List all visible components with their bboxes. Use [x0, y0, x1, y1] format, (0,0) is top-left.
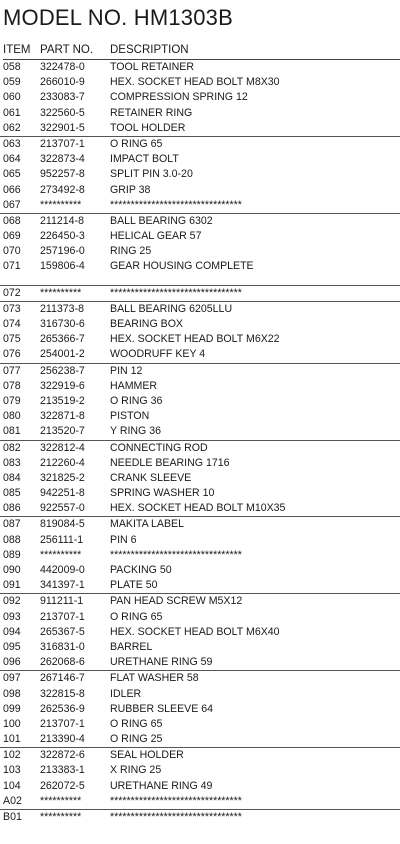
item-number: 088: [3, 533, 21, 546]
item-number: 089: [3, 548, 21, 561]
table-row: [0, 90, 400, 105]
table-row: [0, 409, 400, 424]
part-number: 262068-6: [40, 656, 85, 669]
part-description: RETAINER RING: [110, 106, 193, 119]
table-row: [0, 394, 400, 409]
part-description: BARREL: [110, 640, 153, 653]
part-number: 213520-7: [40, 425, 85, 438]
item-number: 082: [3, 441, 21, 454]
part-description: PLATE 50: [110, 579, 158, 592]
item-number: 061: [3, 106, 21, 119]
item-number: 101: [3, 733, 21, 746]
part-description: IDLER: [110, 687, 142, 700]
item-number: 062: [3, 121, 21, 134]
table-row: [0, 106, 400, 121]
table-row: [0, 747, 400, 763]
part-description: PACKING 50: [110, 564, 172, 576]
part-number: 442009-0: [40, 564, 85, 576]
item-number: 066: [3, 183, 21, 196]
part-description: O RING 25: [110, 733, 163, 746]
part-number: 322873-4: [40, 153, 85, 166]
part-description: HAMMER: [110, 379, 158, 392]
part-description: URETHANE RING 49: [110, 779, 213, 792]
table-row: [0, 347, 400, 362]
part-number: 213707-1: [40, 717, 85, 730]
table-row: [0, 732, 400, 747]
item-number: 099: [3, 702, 21, 715]
item-number: 060: [3, 91, 21, 104]
item-number: 067: [3, 198, 21, 211]
item-number: 096: [3, 656, 21, 669]
table-row: [0, 60, 400, 75]
part-number: 262536-9: [40, 702, 85, 715]
table-row: [0, 578, 400, 593]
item-number: 069: [3, 230, 21, 243]
part-number: 159806-4: [40, 260, 85, 273]
table-row: [0, 229, 400, 244]
table-row: [0, 440, 400, 456]
header-part-no: PART NO.: [40, 44, 94, 56]
item-number: 081: [3, 425, 21, 438]
part-description: MAKITA LABEL: [110, 518, 184, 531]
item-number: 092: [3, 595, 21, 608]
part-number: **********: [40, 286, 82, 299]
table-row: [0, 183, 400, 198]
item-number: 090: [3, 564, 21, 576]
part-description: WOODRUFF KEY 4: [110, 348, 206, 361]
table-row: [0, 75, 400, 90]
table-row: [0, 501, 400, 516]
item-number: 100: [3, 717, 21, 730]
item-number: 064: [3, 153, 21, 166]
item-number: 098: [3, 687, 21, 700]
part-number: 266010-9: [40, 76, 85, 89]
part-description: FLAT WASHER 58: [110, 672, 199, 685]
table-row: [0, 794, 400, 809]
model-title: MODEL NO. HM1303B: [3, 5, 233, 30]
part-description: O RING 65: [110, 717, 163, 730]
table-row: [0, 779, 400, 794]
part-number: 922557-0: [40, 502, 85, 515]
item-number: 075: [3, 333, 21, 346]
table-row: [0, 533, 400, 548]
table-row: [0, 259, 400, 274]
part-description: HEX. SOCKET HEAD BOLT M6X40: [110, 625, 280, 638]
part-number: 262072-5: [40, 779, 85, 792]
item-number: 065: [3, 168, 21, 181]
part-description: SPRING WASHER 10: [110, 487, 215, 500]
part-number: 819084-5: [40, 518, 85, 531]
table-row: [0, 625, 400, 640]
part-description: Y RING 36: [110, 425, 162, 438]
part-number: **********: [40, 794, 82, 807]
table-row: [0, 167, 400, 182]
table-row: [0, 198, 400, 213]
part-number: 322919-6: [40, 379, 85, 392]
part-description: O RING 65: [110, 610, 163, 623]
part-number: 952257-8: [40, 168, 85, 181]
part-description: ********************************: [110, 811, 242, 823]
part-description: O RING 65: [110, 137, 163, 150]
part-number: 321825-2: [40, 471, 85, 484]
part-description: BEARING BOX: [110, 318, 183, 330]
part-number: 265366-7: [40, 333, 85, 346]
part-number: 213707-1: [40, 610, 85, 623]
part-number: 211373-8: [40, 302, 84, 315]
item-number: 093: [3, 610, 21, 623]
part-description: CONNECTING ROD: [110, 441, 208, 454]
part-description: RING 25: [110, 245, 152, 258]
item-number: 103: [3, 764, 21, 777]
item-number: B01: [3, 811, 22, 823]
item-number: 074: [3, 318, 21, 330]
part-number: **********: [40, 548, 82, 561]
table-row: [0, 610, 400, 625]
part-description: HEX. SOCKET HEAD BOLT M6X22: [110, 333, 280, 346]
part-number: 254001-2: [40, 348, 85, 361]
item-number: 095: [3, 640, 21, 653]
part-number: 211214-8: [40, 214, 84, 227]
part-description: ********************************: [110, 794, 242, 807]
part-description: TOOL HOLDER: [110, 121, 186, 134]
table-row: [0, 548, 400, 563]
parts-table: [0, 60, 400, 825]
header-item: ITEM: [3, 44, 31, 56]
table-row: [0, 687, 400, 702]
part-description: HELICAL GEAR 57: [110, 230, 202, 243]
item-number: 083: [3, 456, 21, 469]
part-number: 256238-7: [40, 364, 85, 377]
table-row: [0, 563, 400, 578]
part-description: O RING 36: [110, 394, 163, 407]
part-description: RUBBER SLEEVE 64: [110, 702, 214, 715]
part-number: 322871-8: [40, 410, 85, 423]
part-description: HEX. SOCKET HEAD BOLT M8X30: [110, 76, 280, 89]
part-number: 213707-1: [40, 137, 85, 150]
item-number: 104: [3, 779, 21, 792]
table-row: [0, 717, 400, 732]
part-number: 942251-8: [40, 487, 85, 500]
item-number: 072: [3, 286, 21, 299]
part-description: PAN HEAD SCREW M5X12: [110, 595, 243, 608]
part-description: GEAR HOUSING COMPLETE: [110, 260, 254, 273]
item-number: 102: [3, 749, 21, 762]
part-description: COMPRESSION SPRING 12: [110, 91, 248, 104]
item-number: 063: [3, 137, 21, 150]
item-number: 084: [3, 471, 21, 484]
part-number: 257196-0: [40, 245, 85, 258]
part-description: PIN 6: [110, 533, 137, 546]
part-description: PIN 12: [110, 364, 143, 377]
part-number: 267146-7: [40, 672, 85, 685]
part-number: 213519-2: [40, 394, 85, 407]
part-description: IMPACT BOLT: [110, 153, 179, 166]
part-number: 256111-1: [40, 533, 84, 546]
table-header: [3, 44, 400, 60]
part-description: SPLIT PIN 3.0-20: [110, 168, 193, 181]
item-number: 078: [3, 379, 21, 392]
item-number: 071: [3, 260, 21, 273]
item-number: 091: [3, 579, 21, 592]
item-number: 058: [3, 61, 21, 73]
item-number: 079: [3, 394, 21, 407]
part-number: 316730-6: [40, 318, 85, 330]
item-number: 087: [3, 518, 21, 531]
item-number: 077: [3, 364, 21, 377]
part-description: PISTON: [110, 410, 150, 423]
part-number: 322815-8: [40, 687, 85, 700]
table-row: [0, 809, 400, 825]
table-row: [0, 379, 400, 394]
table-row: [0, 244, 400, 259]
table-row: [0, 363, 400, 379]
table-row: [0, 136, 400, 152]
part-number: 322872-6: [40, 749, 85, 762]
item-number: 097: [3, 672, 21, 685]
part-description: NEEDLE BEARING 1716: [110, 456, 230, 469]
table-row: [0, 332, 400, 347]
table-row: [0, 640, 400, 655]
table-row: [0, 763, 400, 778]
table-row: [0, 317, 400, 332]
part-description: X RING 25: [110, 764, 162, 777]
part-number: 341397-1: [40, 579, 85, 592]
table-row: [0, 456, 400, 471]
item-number: 086: [3, 502, 21, 515]
item-number: 085: [3, 487, 21, 500]
part-description: BALL BEARING 6205LLU: [110, 302, 233, 315]
header-description: DESCRIPTION: [110, 44, 189, 56]
table-row: [0, 655, 400, 670]
table-row: [0, 702, 400, 717]
item-number: 076: [3, 348, 21, 361]
part-description: CRANK SLEEVE: [110, 471, 192, 484]
table-row: [0, 486, 400, 501]
part-description: ********************************: [110, 198, 242, 211]
table-row: [0, 152, 400, 167]
item-number: 094: [3, 625, 21, 638]
table-row: [0, 121, 400, 136]
part-description: ********************************: [110, 548, 242, 561]
table-row: [0, 516, 400, 532]
part-number: **********: [40, 811, 82, 823]
table-row: [0, 285, 400, 301]
part-description: SEAL HOLDER: [110, 749, 184, 762]
part-number: 233083-7: [40, 91, 85, 104]
part-number: 911211-1: [40, 595, 84, 608]
table-row: [0, 593, 400, 609]
item-number: 068: [3, 214, 21, 227]
item-number: 059: [3, 76, 21, 89]
table-row: [0, 424, 400, 439]
part-description: ********************************: [110, 286, 242, 299]
part-number: **********: [40, 198, 82, 211]
part-number: 213390-4: [40, 733, 85, 746]
table-row: [0, 213, 400, 229]
part-description: HEX. SOCKET HEAD BOLT M10X35: [110, 502, 286, 515]
part-number: 213383-1: [40, 764, 85, 777]
part-description: GRIP 38: [110, 183, 151, 196]
table-row: [0, 670, 400, 686]
part-description: TOOL RETAINER: [110, 61, 194, 73]
table-row: [0, 471, 400, 486]
part-number: 322901-5: [40, 121, 85, 134]
part-number: 322560-5: [40, 106, 85, 119]
part-number: 265367-5: [40, 625, 85, 638]
part-number: 273492-8: [40, 183, 85, 196]
item-number: 080: [3, 410, 21, 423]
part-number: 212260-4: [40, 456, 85, 469]
item-number: A02: [3, 794, 22, 807]
part-description: BALL BEARING 6302: [110, 214, 213, 227]
part-description: URETHANE RING 59: [110, 656, 213, 669]
table-row: [0, 301, 400, 317]
part-number: 226450-3: [40, 230, 85, 243]
part-number: 322812-4: [40, 441, 85, 454]
part-number: 322478-0: [40, 61, 85, 73]
part-number: 316831-0: [40, 640, 85, 653]
item-number: 070: [3, 245, 21, 258]
item-number: 073: [3, 302, 21, 315]
